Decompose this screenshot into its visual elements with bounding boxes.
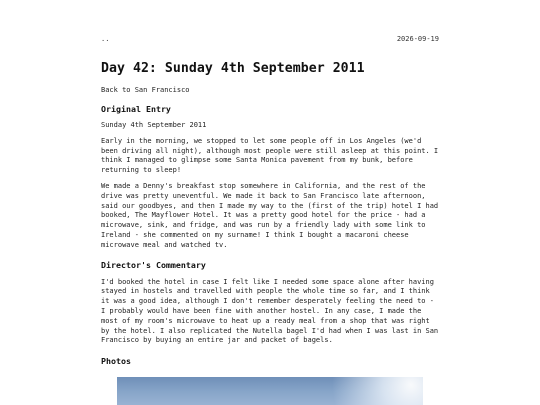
commentary-heading: Director's Commentary	[101, 259, 206, 270]
parent-dir-link[interactable]: ..	[101, 35, 110, 43]
photos-heading: Photos	[101, 356, 131, 367]
commentary-paragraph: I'd booked the hotel in case I felt like I needed some space alone after having stayed in hostels and travelled with people the whole time so far, and I think it was a good idea, although I don't remember desperately feeling the need to - I probably would have been fine with another hostel. In any case, I made the most of my room's microwave to heat up a ready meal from a shop that was right by the hotel. I also replicated the Nutella bagel I'd had when I was last in San Francisco by buying an entire jar and packet of bagels.	[101, 277, 439, 345]
page-title: Day 42: Sunday 4th September 2011	[101, 61, 365, 76]
top-bar	[101, 33, 439, 45]
original-paragraph-1: Early in the morning, we stopped to let some people off in Los Angeles (we'd been driving all night), although most people were still asleep at this point. I think I managed to glimpse some Santa Monica pavement from my bunk, before returning to sleep!	[101, 136, 439, 175]
photo-thumbnail[interactable]	[117, 377, 423, 405]
page-date: 2026-09-19	[396, 35, 439, 43]
entry-date: Sunday 4th September 2011	[101, 121, 207, 129]
main-content	[101, 33, 439, 367]
back-link-container	[101, 85, 439, 95]
original-entry-heading: Original Entry	[101, 104, 171, 114]
back-link[interactable]: Back to San Francisco	[101, 86, 190, 94]
original-paragraph-2: We made a Denny's breakfast stop somewhere in California, and the rest of the drive was pretty uneventful. We made it back to San Francisco late afternoon, said our goodbyes, and then I made my way to the (first of the trip) hotel I had booked, The Mayflower Hotel. It was a pretty good hotel for the price - had a microwave, sink, and fridge, and was run by a friendly lady with some link to Ireland - she commented on my surname! I think I bought a macaroni cheese microwave meal and watched tv.	[101, 181, 439, 249]
